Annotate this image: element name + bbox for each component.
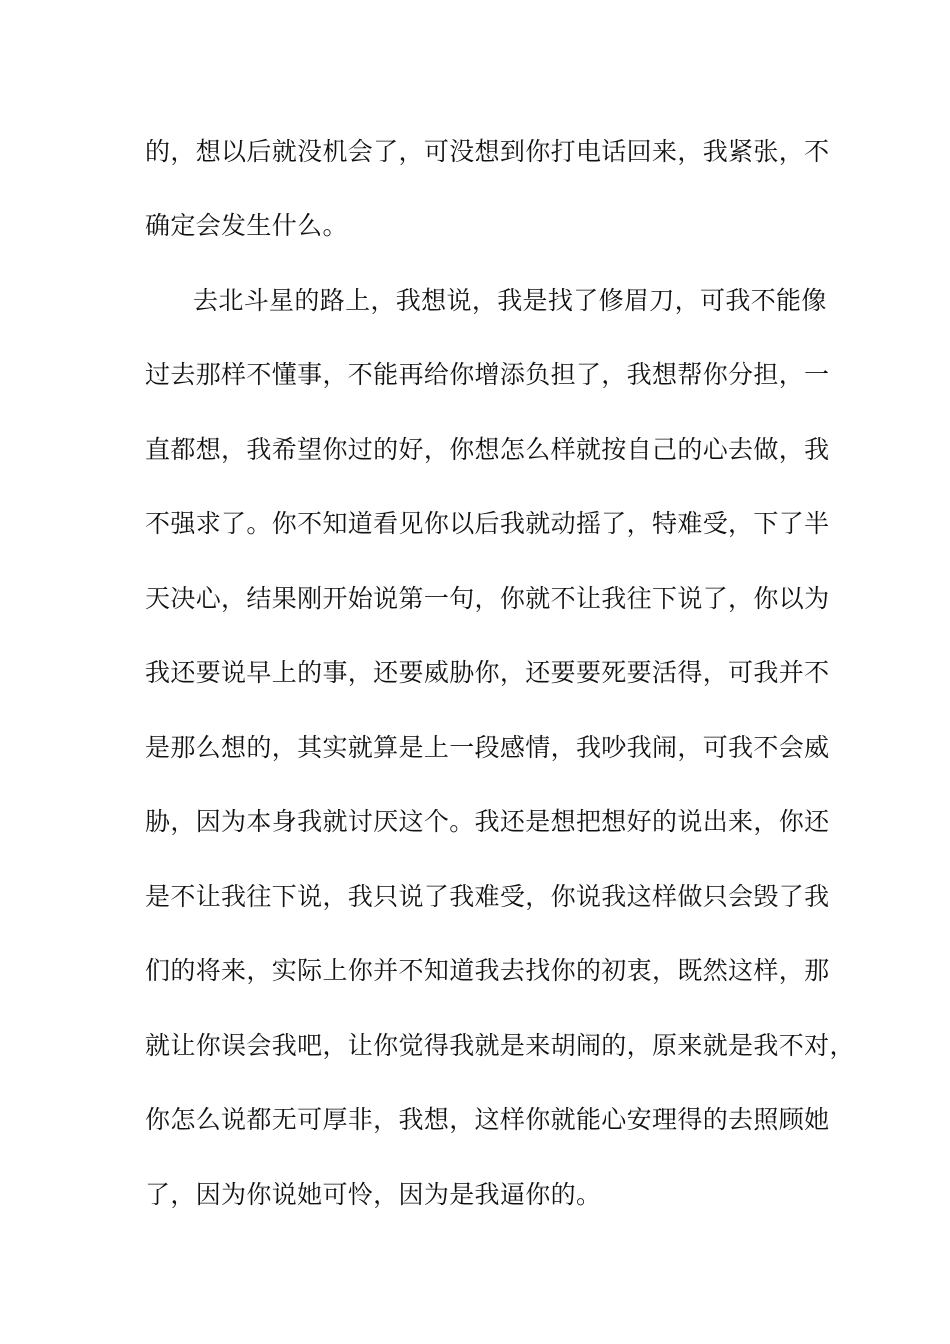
text-line-11: 是不让我往下说，我只说了我难受，你说我这样做只会毁了我 xyxy=(145,882,830,911)
text-line-15: 了，因为你说她可怜，因为是我逼你的。 xyxy=(145,1180,602,1209)
text-line-8: 我还要说早上的事，还要威胁你，还要要死要活得，可我并不 xyxy=(145,658,830,687)
text-line-12: 们的将来，实际上你并不知道我去找你的初衷，既然这样，那 xyxy=(145,956,830,985)
paragraph-start-line: 去北斗星的路上，我想说，我是找了修眉刀，可我不能像 xyxy=(193,286,827,315)
text-line-4: 过去那样不懂事，不能再给你增添负担了，我想帮你分担，一 xyxy=(145,360,830,389)
text-line-6: 不强求了。你不知道看见你以后我就动摇了，特难受，下了半 xyxy=(145,509,830,538)
text-line-5: 直都想，我希望你过的好，你想怎么样就按自己的心去做，我 xyxy=(145,435,830,464)
text-line-9: 是那么想的，其实就算是上一段感情，我吵我闹，可我不会威 xyxy=(145,733,830,762)
text-line-10: 胁，因为本身我就讨厌这个。我还是想把想好的说出来，你还 xyxy=(145,807,830,836)
text-line-2: 确定会发生什么。 xyxy=(145,211,348,240)
text-line-14: 你怎么说都无可厚非，我想，这样你就能心安理得的去照顾她 xyxy=(145,1105,830,1134)
text-line-13: 就让你误会我吧，让你觉得我就是来胡闹的，原来就是我不对， xyxy=(145,1031,855,1060)
text-line-7: 天决心，结果刚开始说第一句，你就不让我往下说了，你以为 xyxy=(145,584,830,613)
text-line-1: 的，想以后就没机会了，可没想到你打电话回来，我紧张，不 xyxy=(145,137,830,166)
